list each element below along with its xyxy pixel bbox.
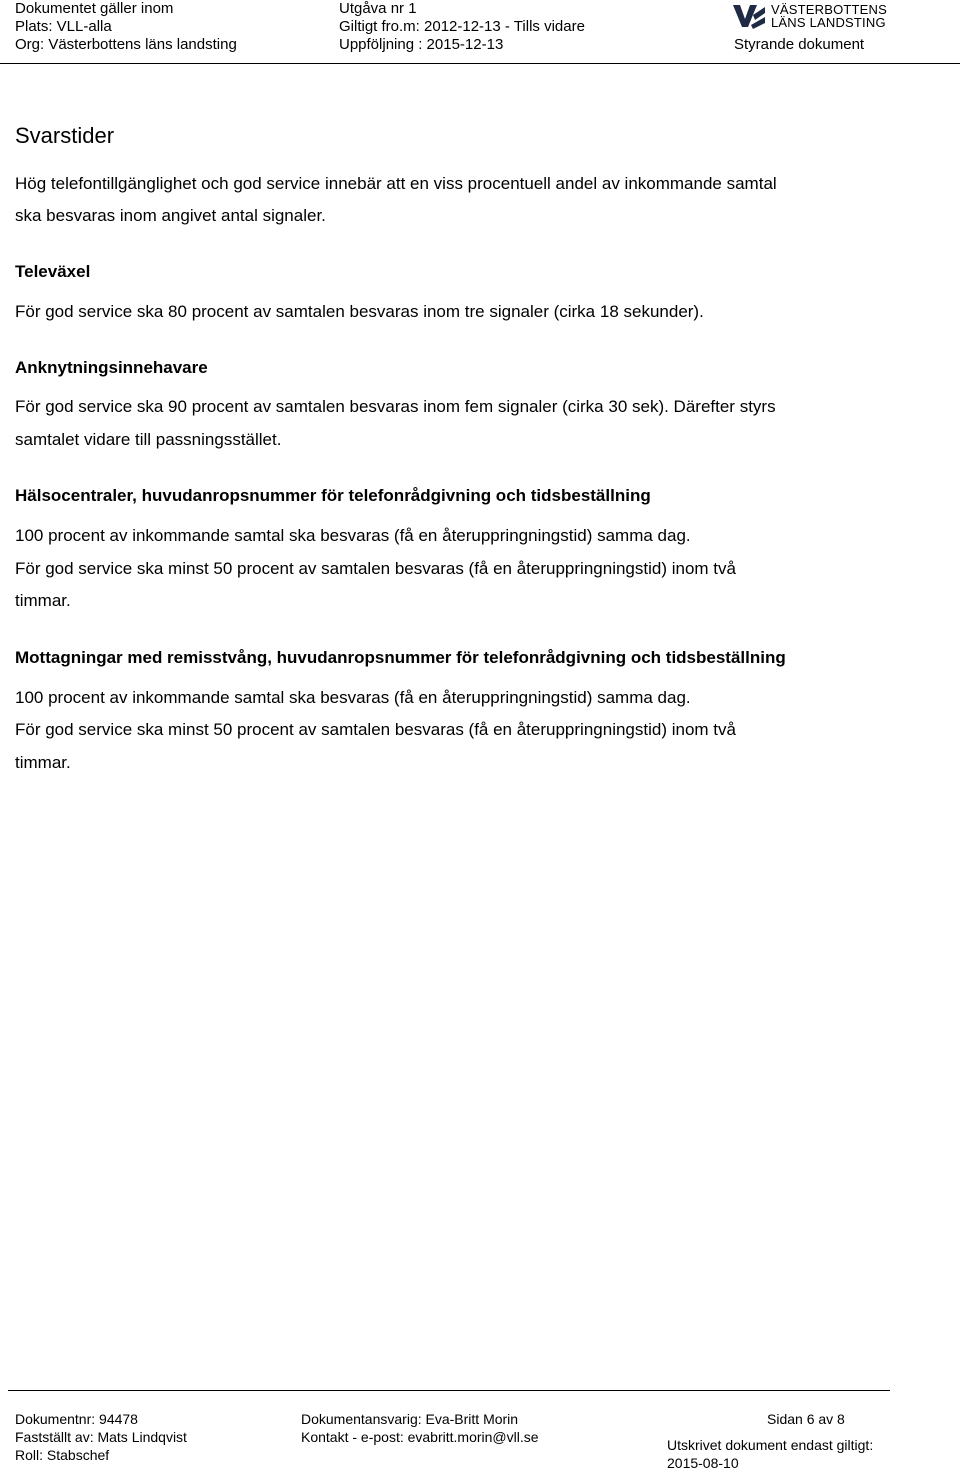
vll-logo-icon xyxy=(733,3,765,29)
section-text: 100 procent av inkommande samtal ska besvaras (få en återuppringningstid) samma dag. xyxy=(15,688,691,707)
logo-line-1: VÄSTERBOTTENS xyxy=(771,2,888,17)
footer-page-number: Sidan 6 av 8 xyxy=(767,1411,845,1427)
section-text: timmar. xyxy=(15,753,71,772)
section-text: För god service ska minst 50 procent av samtalen besvaras (få en återuppringningstid) inom två xyxy=(15,559,736,578)
footer-print-validity: Utskrivet dokument endast giltigt: xyxy=(667,1437,874,1453)
header-scope-label: Dokumentet gäller inom xyxy=(15,0,174,17)
intro-line-1: Hög telefontillgänglighet och god service innebär att en viss procentuell andel av inkommande samtal xyxy=(15,174,777,193)
footer-contact-email: Kontakt - e-post: evabritt.morin@vll.se xyxy=(301,1429,539,1445)
page-title: Svarstider xyxy=(15,123,115,148)
header-divider xyxy=(0,63,960,64)
logo-wordmark xyxy=(771,3,887,29)
footer-document-owner: Dokumentansvarig: Eva-Britt Morin xyxy=(301,1411,519,1427)
footer-role: Roll: Stabschef xyxy=(15,1447,110,1463)
footer-divider xyxy=(8,1390,890,1391)
section-text: För god service ska minst 50 procent av samtalen besvaras (få en återuppringningstid) inom två xyxy=(15,720,736,739)
organization-logo xyxy=(733,3,893,33)
section-heading-televaxel: Televäxel xyxy=(15,262,91,281)
header-followup: Uppföljning : 2015-12-13 xyxy=(339,36,504,53)
section-heading-mottagningar: Mottagningar med remisstvång, huvudanropsnummer för telefonrådgivning och tidsbeställning xyxy=(15,648,786,667)
header-document-type: Styrande dokument xyxy=(734,36,865,53)
footer-approved-by: Fastställt av: Mats Lindqvist xyxy=(15,1429,187,1445)
section-text: För god service ska 90 procent av samtalen besvaras inom fem signaler (cirka 30 sek). Därefter styrs xyxy=(15,397,776,416)
logo-line-2: LÄNS LANDSTING xyxy=(771,15,886,30)
section-text: För god service ska 80 procent av samtalen besvaras inom tre signaler (cirka 18 sekunder). xyxy=(15,302,704,321)
footer-print-date: 2015-08-10 xyxy=(667,1455,739,1471)
header-validity: Giltigt fro.m: 2012-12-13 - Tills vidare xyxy=(339,18,585,35)
section-text: samtalet vidare till passningsstället. xyxy=(15,430,282,449)
section-text: timmar. xyxy=(15,591,71,610)
section-heading-halsocentraler: Hälsocentraler, huvudanropsnummer för telefonrådgivning och tidsbeställning xyxy=(15,486,651,505)
section-heading-anknytning: Anknytningsinnehavare xyxy=(15,358,208,377)
header-edition: Utgåva nr 1 xyxy=(339,0,417,17)
intro-line-2: ska besvaras inom angivet antal signaler. xyxy=(15,206,326,225)
section-text: 100 procent av inkommande samtal ska besvaras (få en återuppringningstid) samma dag. xyxy=(15,526,691,545)
footer-document-number: Dokumentnr: 94478 xyxy=(15,1411,138,1427)
header-organization: Org: Västerbottens läns landsting xyxy=(15,36,237,53)
header-location: Plats: VLL-alla xyxy=(15,18,112,35)
